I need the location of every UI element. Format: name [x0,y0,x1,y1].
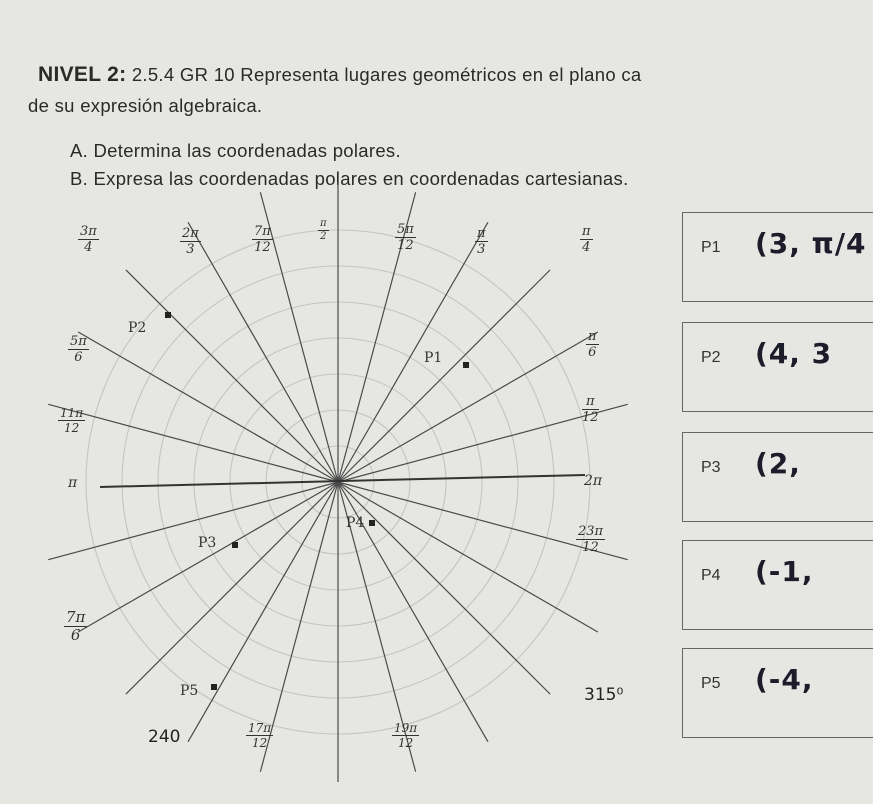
label-7pi-6: $\frac{7\pi}{6}$ [66,608,86,644]
label-5pi-12: $\frac{5\pi}{12}$ [397,222,414,253]
answer-value: (4, 3 [755,337,833,370]
answer-label: P1 [701,239,721,256]
task-b: B. Expresa las coordenadas polares en coordenadas cartesianas. [70,168,629,189]
angle-ray [48,404,338,482]
angle-ray [126,482,338,694]
label-2pi: 2π [584,473,603,489]
heading-continuation: de su expresión algebraica. [28,95,263,116]
point-p4 [369,520,375,526]
handwritten-315: 315⁰ [584,685,624,705]
label-pi-4: $\frac{\pi}{4}$ [582,224,591,255]
angle-ray [338,482,598,632]
angle-ray [338,222,488,482]
label-7pi-12: $\frac{7\pi}{12}$ [254,224,271,255]
angle-ray [126,270,338,482]
answer-label: P5 [701,675,721,692]
answer-label: P3 [701,459,721,476]
task-a: A. Determina las coordenadas polares. [70,140,401,161]
point-label-p4: P4 [346,515,365,531]
handwritten-240: 240 [148,727,181,747]
angle-ray [338,329,598,482]
point-label-p1: P1 [424,350,443,366]
label-2pi-3: $\frac{2\pi}{3}$ [182,226,199,257]
label-pi-6: $\frac{\pi}{6}$ [588,329,597,360]
point-p3 [232,542,238,548]
point-label-p2: P2 [128,320,147,336]
answer-value: (-4, [755,663,814,696]
answer-box-p2[interactable] [682,322,873,412]
polar-grid-svg [0,195,680,799]
point-label-p5: P5 [180,683,199,699]
answer-value: (3, π/4 [755,227,867,260]
level-label: NIVEL 2: [38,63,127,86]
polar-grid [0,195,680,804]
heading-line [38,63,642,87]
point-p1 [463,362,469,368]
label-pi-12: $\frac{\pi}{12}$ [582,394,599,425]
label-pi-3: $\frac{\pi}{3}$ [477,226,486,257]
point-p2 [165,312,171,318]
point-p5 [211,684,217,690]
label-11pi-12: $\frac{11\pi}{12}$ [60,406,84,435]
label-17pi-12: $\frac{17\pi}{12}$ [248,721,272,750]
label-23pi-12: $\frac{23\pi}{12}$ [578,524,604,555]
answer-box-p3[interactable] [682,432,873,522]
answer-value: (-1, [755,555,814,588]
angle-ray [78,332,338,482]
label-3pi-4: $\frac{3\pi}{4}$ [80,224,97,255]
angle-ray [338,270,550,482]
answer-label: P4 [701,567,721,584]
answer-value: (2, [755,447,801,480]
answer-box-p1[interactable] [682,212,873,302]
point-label-p3: P3 [198,535,217,551]
heading-title: 2.5.4 GR 10 Representa lugares geométricos en el plano ca [126,64,642,85]
angle-ray [78,482,338,632]
angle-ray [188,222,338,482]
label-pi: π [68,475,78,491]
label-pi-2: $\frac{\pi}{2}$ [320,218,327,242]
angle-ray [48,482,338,560]
answer-box-p5[interactable] [682,648,873,738]
label-19pi-12: $\frac{19\pi}{12}$ [394,721,418,750]
label-5pi-6: $\frac{5\pi}{6}$ [70,334,87,365]
answer-box-p4[interactable] [682,540,873,630]
angle-ray [338,482,550,694]
answer-label: P2 [701,349,721,366]
angle-ray [188,482,338,742]
